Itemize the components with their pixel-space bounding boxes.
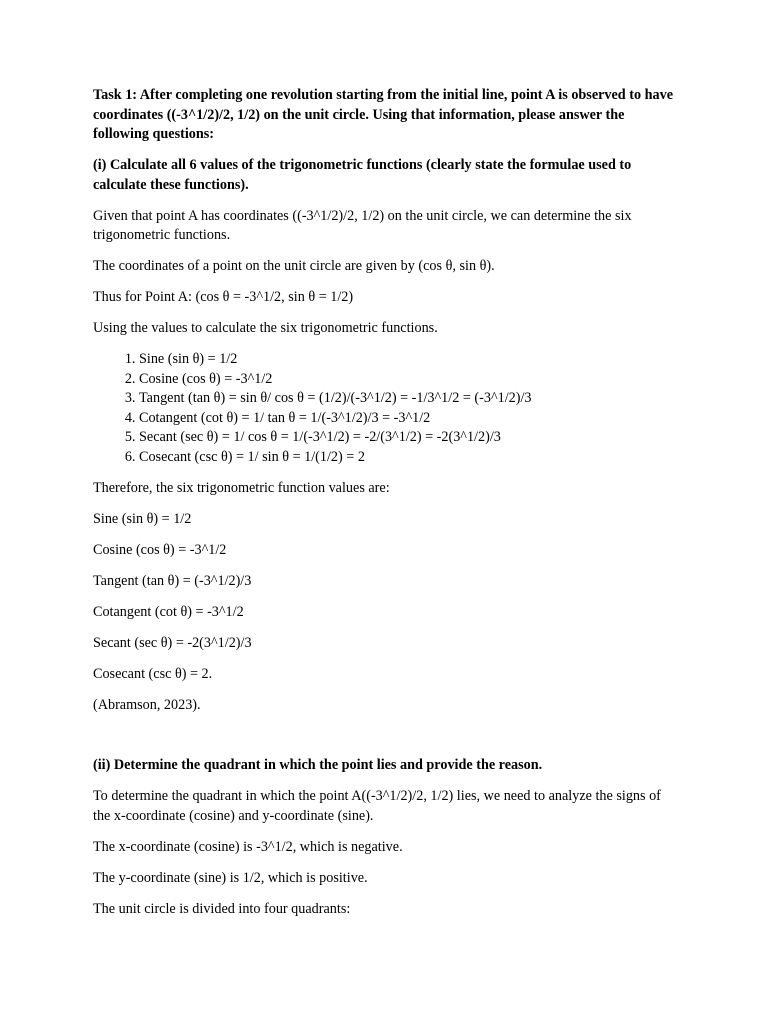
document-page	[93, 86, 673, 919]
list-item: 5. Secant (sec θ) = 1/ cos θ = 1/(-3^1/2) = -2/(3^1/2) = -2(3^1/2)/3	[139, 428, 673, 448]
paragraph-coordinates: The coordinates of a point on the unit circle are given by (cos θ, sin θ).	[93, 258, 495, 274]
citation: (Abramson, 2023).	[93, 696, 201, 713]
task-heading: Task 1: After completing one revolution starting from the initial line, point A is observed to have coordinates ((-3^1/2)/2, 1/2) on the unit circle. Using that information, please answer the following questions:	[93, 87, 673, 142]
value-secant: Secant (sec θ) = -2(3^1/2)/3	[93, 634, 252, 651]
formula-list	[93, 350, 673, 467]
list-item: 6. Cosecant (csc θ) = 1/ sin θ = 1/(1/2) = 2	[139, 448, 673, 468]
value-cotangent: Cotangent (cot θ) = -3^1/2	[93, 603, 244, 620]
list-item: 3. Tangent (tan θ) = sin θ/ cos θ = (1/2)/(-3^1/2) = -1/3^1/2 = (-3^1/2)/3	[139, 389, 673, 409]
paragraph-x-coordinate: The x-coordinate (cosine) is -3^1/2, which is negative.	[93, 838, 403, 855]
paragraph-given: Given that point A has coordinates ((-3^1/2)/2, 1/2) on the unit circle, we can determine the six trigonometric functions.	[93, 207, 632, 243]
paragraph-determine: To determine the quadrant in which the point A((-3^1/2)/2, 1/2) lies, we need to analyze the signs of the x-coordinate (cosine) and y-coordinate (sine).	[93, 788, 661, 824]
paragraph-using: Using the values to calculate the six trigonometric functions.	[93, 320, 438, 336]
paragraph-y-coordinate: The y-coordinate (sine) is 1/2, which is positive.	[93, 869, 368, 886]
list-item: 1. Sine (sin θ) = 1/2	[139, 350, 673, 370]
paragraph-thus: Thus for Point A: (cos θ = -3^1/2, sin θ = 1/2)	[93, 289, 354, 305]
value-cosecant: Cosecant (csc θ) = 2.	[93, 665, 213, 682]
part-i-heading: (i) Calculate all 6 values of the trigonometric functions (clearly state the formulae used to calculate these functions).	[93, 157, 632, 193]
value-tangent: Tangent (tan θ) = (-3^1/2)/3	[93, 572, 252, 589]
value-cosine: Cosine (cos θ) = -3^1/2	[93, 541, 227, 558]
paragraph-quadrants: The unit circle is divided into four quadrants:	[93, 900, 351, 917]
list-item: 4. Cotangent (cot θ) = 1/ tan θ = 1/(-3^1/2)/3 = -3^1/2	[139, 409, 673, 429]
value-sine: Sine (sin θ) = 1/2	[93, 510, 192, 527]
paragraph-therefore: Therefore, the six trigonometric function values are:	[93, 479, 390, 496]
list-item: 2. Cosine (cos θ) = -3^1/2	[139, 370, 673, 390]
part-ii-heading: (ii) Determine the quadrant in which the point lies and provide the reason.	[93, 757, 543, 773]
